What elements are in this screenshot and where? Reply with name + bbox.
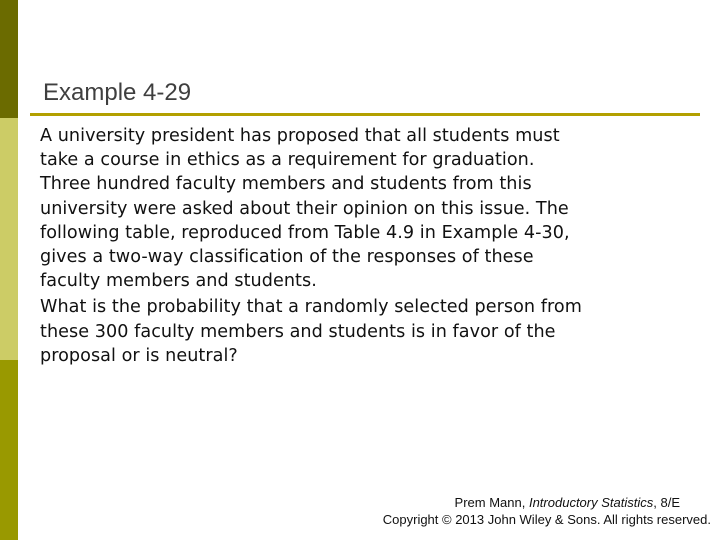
- accent-bar-top: [0, 0, 18, 118]
- slide-title: Example 4-29: [43, 79, 192, 106]
- question-paragraph: What is the probability that a randomly selected person from these 300 faculty members and students is in favor of the proposal or is neutral?: [40, 297, 582, 366]
- accent-bar-middle: [0, 118, 18, 360]
- footer-copyright: Copyright © 2013 John Wiley & Sons. All rights reserved.: [382, 512, 711, 527]
- slide-footer: [352, 494, 711, 528]
- footer-edition: , 8/E: [653, 495, 680, 510]
- footer-author: Prem Mann,: [454, 495, 529, 510]
- accent-bar-bottom: [0, 360, 18, 540]
- footer-book-title: Introductory Statistics: [528, 495, 654, 510]
- slide-body: [40, 124, 680, 370]
- problem-paragraph: A university president has proposed that all students must take a course in ethics as a requirement for graduation. Three hundred faculty members and students from this university were asked about their opinion on this issue. The following table, reproduced from Table 4.9 in Example 4-30, gives a two-way classification of the responses of these faculty members and students.: [40, 126, 570, 292]
- left-accent-bar: [0, 0, 18, 540]
- title-underline: [30, 113, 700, 116]
- footer-citation: [352, 494, 680, 511]
